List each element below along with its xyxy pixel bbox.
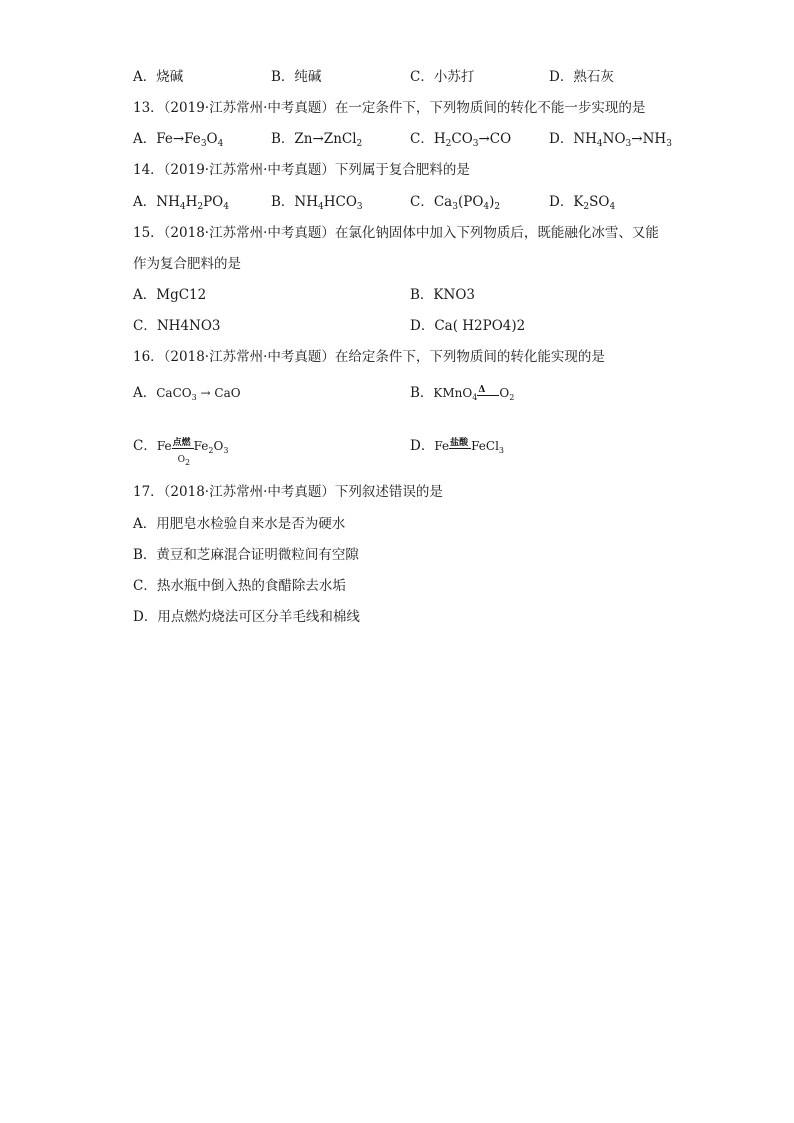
q14-option-b: B．$NH_4HCO_3$ <box>271 194 363 212</box>
q17-option-a: A．用肥皂水检验自来水是否为硬水 <box>133 516 346 532</box>
q13-option-a: A．$Fe\to Fe_3O_4$ <box>133 131 224 149</box>
q13-option-c: C．$H_2CO_3\to CO$ <box>410 131 512 149</box>
reaction-arrow-c: 点燃 $O_2$ <box>172 440 194 454</box>
q16-option-b: B．KMnO$_4$ Δ $O_2$ <box>410 384 515 402</box>
q15-stem-line1: 15．（2018·江苏常州·中考真题）在氯化钠固体中加入下列物质后，既能融化冰雪、又能 <box>133 225 659 241</box>
reaction-arrow-b: Δ <box>477 387 499 401</box>
q17-option-c: C．热水瓶中倒入热的食醋除去水垢 <box>133 578 346 594</box>
q12-option-d: D．熟石灰 <box>549 69 614 85</box>
q14-option-a: A．$NH_4H_2PO_4$ <box>133 194 229 212</box>
q17-option-d: D．用点燃灼烧法可区分羊毛线和棉线 <box>133 609 360 625</box>
q13-stem: 13．（2019·江苏常州·中考真题）在一定条件下，下列物质间的转化不能一步实现的是 <box>133 100 646 116</box>
q15-option-c: C．NH4NO3 <box>133 318 221 334</box>
q15-stem-line2: 作为复合肥料的是 <box>133 256 241 272</box>
q15-option-b: B．KNO3 <box>410 287 475 303</box>
q13-option-b: B．Zn→ZnCl$_2$ <box>271 131 363 149</box>
q16-stem: 16．（2018·江苏常州·中考真题）在给定条件下，下列物质间的转化能实现的是 <box>133 349 605 365</box>
q16-option-a: A．CaCO$_3$ → CaO <box>133 385 241 402</box>
q15-option-a: A．MgC12 <box>133 287 207 303</box>
q12-option-a: A．烧碱 <box>133 69 184 85</box>
q14-option-d: D．$K_2SO_4$ <box>549 194 616 212</box>
q13-option-d: D．$NH_4NO_3\to NH_3$ <box>549 131 672 149</box>
q12-option-b: B．纯碱 <box>271 69 322 85</box>
q16-option-c: C．Fe 点燃 $O_2$ $Fe_2O_3$ <box>133 437 229 467</box>
q16-option-d: D．Fe 盐酸 FeCl$_3$ <box>410 437 504 455</box>
q17-option-b: B．黄豆和芝麻混合证明微粒间有空隙 <box>133 547 359 563</box>
q12-option-c: C．小苏打 <box>410 69 475 85</box>
q15-option-d: D．Ca( H2PO4)2 <box>410 318 526 334</box>
q14-option-c: C．$Ca_3(PO_4)_2$ <box>410 194 501 212</box>
q17-stem: 17．（2018·江苏常州·中考真题）下列叙述错误的是 <box>133 484 443 500</box>
reaction-arrow-d: 盐酸 <box>449 440 471 454</box>
q14-stem: 14．（2019·江苏常州·中考真题）下列属于复合肥料的是 <box>133 162 470 178</box>
